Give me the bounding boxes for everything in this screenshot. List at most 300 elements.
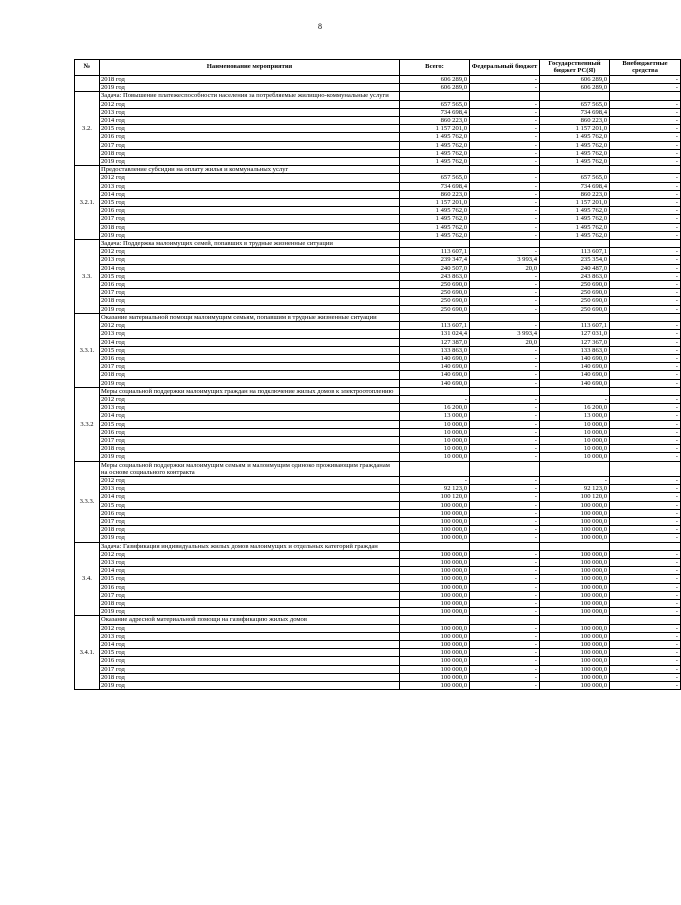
year-cell: 2012 год <box>100 248 400 256</box>
table-row <box>75 665 681 673</box>
state-cell: 140 690,0 <box>540 354 610 362</box>
year-cell: 2018 год <box>100 673 400 681</box>
year-cell: 2016 год <box>100 509 400 517</box>
table-row <box>75 567 681 575</box>
total-cell: 1 495 762,0 <box>400 141 470 149</box>
year-cell: 2016 год <box>100 657 400 665</box>
year-cell: 2012 год <box>100 174 400 182</box>
federal-cell: - <box>470 493 540 501</box>
total-cell: 734 698,4 <box>400 108 470 116</box>
table-row <box>75 632 681 640</box>
year-cell: 2014 год <box>100 641 400 649</box>
state-cell: 127 367,0 <box>540 338 610 346</box>
table-row <box>75 231 681 239</box>
state-cell: 1 495 762,0 <box>540 231 610 239</box>
activity-title: Предоставление субсидии на оплату жилья и коммунальных услуг <box>100 166 400 174</box>
table-row <box>75 174 681 182</box>
extrabudgetary-cell: - <box>610 682 681 690</box>
state-cell: 250 690,0 <box>540 289 610 297</box>
total-cell: 657 565,0 <box>400 174 470 182</box>
table-row <box>75 330 681 338</box>
state-cell: 100 000,0 <box>540 567 610 575</box>
state-cell: 10 000,0 <box>540 428 610 436</box>
federal-cell: - <box>470 354 540 362</box>
total-cell: 100 000,0 <box>400 575 470 583</box>
total-cell: 16 200,0 <box>400 404 470 412</box>
federal-cell: - <box>470 322 540 330</box>
federal-cell: - <box>470 215 540 223</box>
state-cell: 113 607,1 <box>540 248 610 256</box>
extrabudgetary-cell: - <box>610 354 681 362</box>
empty-cell <box>470 461 540 476</box>
year-cell: 2014 год <box>100 338 400 346</box>
total-cell: 10 000,0 <box>400 428 470 436</box>
extrabudgetary-cell: - <box>610 297 681 305</box>
year-cell: 2019 год <box>100 379 400 387</box>
extrabudgetary-cell: - <box>610 608 681 616</box>
state-cell: 100 000,0 <box>540 550 610 558</box>
year-cell: 2016 год <box>100 207 400 215</box>
total-cell: 243 863,0 <box>400 272 470 280</box>
federal-cell: - <box>470 608 540 616</box>
total-cell: 100 000,0 <box>400 665 470 673</box>
year-cell: 2015 год <box>100 575 400 583</box>
federal-cell: - <box>470 501 540 509</box>
year-cell: 2012 год <box>100 624 400 632</box>
state-cell: 10 000,0 <box>540 453 610 461</box>
extrabudgetary-cell: - <box>610 476 681 484</box>
state-cell: 657 565,0 <box>540 174 610 182</box>
year-cell: 2012 год <box>100 322 400 330</box>
table-row <box>75 501 681 509</box>
year-cell: 2016 год <box>100 354 400 362</box>
state-cell: 100 000,0 <box>540 624 610 632</box>
state-cell: 92 123,0 <box>540 485 610 493</box>
table-row <box>75 436 681 444</box>
empty-cell <box>540 313 610 321</box>
table-row <box>75 485 681 493</box>
extrabudgetary-cell: - <box>610 199 681 207</box>
federal-cell: - <box>470 649 540 657</box>
empty-cell <box>400 461 470 476</box>
total-cell: 133 863,0 <box>400 346 470 354</box>
table-row <box>75 682 681 690</box>
table-row <box>75 190 681 198</box>
state-cell: 657 565,0 <box>540 100 610 108</box>
table-row <box>75 428 681 436</box>
year-cell: 2018 год <box>100 445 400 453</box>
total-cell: 100 000,0 <box>400 657 470 665</box>
year-cell: 2013 год <box>100 108 400 116</box>
year-cell: 2014 год <box>100 264 400 272</box>
table-row <box>75 305 681 313</box>
table-row <box>75 117 681 125</box>
total-cell: 860 223,0 <box>400 190 470 198</box>
empty-cell <box>540 387 610 395</box>
total-cell: 100 000,0 <box>400 558 470 566</box>
state-cell: 100 000,0 <box>540 558 610 566</box>
table-row <box>75 338 681 346</box>
header-federal-budget: Федеральный бюджет <box>470 60 540 76</box>
total-cell: 250 690,0 <box>400 281 470 289</box>
year-cell: 2013 год <box>100 182 400 190</box>
table-row <box>75 673 681 681</box>
extrabudgetary-cell: - <box>610 207 681 215</box>
table-row <box>75 289 681 297</box>
extrabudgetary-cell: - <box>610 190 681 198</box>
extrabudgetary-cell: - <box>610 223 681 231</box>
extrabudgetary-cell: - <box>610 281 681 289</box>
total-cell: 100 000,0 <box>400 608 470 616</box>
extrabudgetary-cell: - <box>610 453 681 461</box>
state-cell: 100 000,0 <box>540 591 610 599</box>
table-row <box>75 476 681 484</box>
state-cell: 10 000,0 <box>540 436 610 444</box>
year-cell: 2018 год <box>100 76 400 84</box>
table-row <box>75 558 681 566</box>
total-cell: 13 000,0 <box>400 412 470 420</box>
extrabudgetary-cell: - <box>610 215 681 223</box>
year-cell: 2016 год <box>100 428 400 436</box>
total-cell: 100 000,0 <box>400 534 470 542</box>
federal-cell: - <box>470 404 540 412</box>
header-state-budget: Государственный бюджет РС(Я) <box>540 60 610 76</box>
year-cell: 2014 год <box>100 117 400 125</box>
table-row <box>75 363 681 371</box>
table-row <box>75 534 681 542</box>
total-cell: 100 000,0 <box>400 624 470 632</box>
activity-title: Задача: Газификация индивидуальных жилых домов малоимущих и отдельных категорий граждан <box>100 542 400 550</box>
extrabudgetary-cell: - <box>610 526 681 534</box>
empty-cell <box>400 166 470 174</box>
state-cell: 1 495 762,0 <box>540 141 610 149</box>
extrabudgetary-cell: - <box>610 428 681 436</box>
extrabudgetary-cell: - <box>610 534 681 542</box>
table-row <box>75 199 681 207</box>
year-cell: 2014 год <box>100 567 400 575</box>
federal-cell: - <box>470 641 540 649</box>
extrabudgetary-cell: - <box>610 509 681 517</box>
activity-number: 3.3. <box>75 240 100 314</box>
table-row <box>75 346 681 354</box>
federal-cell: - <box>470 624 540 632</box>
extrabudgetary-cell: - <box>610 346 681 354</box>
year-cell: 2018 год <box>100 371 400 379</box>
year-cell: 2013 год <box>100 256 400 264</box>
year-cell: 2018 год <box>100 600 400 608</box>
empty-cell <box>540 616 610 624</box>
empty-cell <box>610 92 681 100</box>
federal-cell: 20,0 <box>470 264 540 272</box>
year-cell: 2017 год <box>100 289 400 297</box>
federal-cell: - <box>470 84 540 92</box>
state-cell: 100 000,0 <box>540 517 610 525</box>
federal-cell: - <box>470 289 540 297</box>
extrabudgetary-cell: - <box>610 600 681 608</box>
year-cell: 2017 год <box>100 436 400 444</box>
total-cell: 1 157 201,0 <box>400 125 470 133</box>
table-row <box>75 517 681 525</box>
state-cell: 10 000,0 <box>540 420 610 428</box>
federal-cell: - <box>470 509 540 517</box>
year-cell: 2019 год <box>100 608 400 616</box>
federal-cell: - <box>470 485 540 493</box>
empty-cell <box>540 92 610 100</box>
federal-cell: - <box>470 453 540 461</box>
federal-cell: - <box>470 199 540 207</box>
federal-cell: - <box>470 436 540 444</box>
extrabudgetary-cell: - <box>610 517 681 525</box>
total-cell: 606 289,0 <box>400 84 470 92</box>
extrabudgetary-cell: - <box>610 567 681 575</box>
federal-cell: - <box>470 207 540 215</box>
year-cell: 2017 год <box>100 665 400 673</box>
extrabudgetary-cell: - <box>610 289 681 297</box>
year-cell: 2017 год <box>100 215 400 223</box>
federal-cell: - <box>470 248 540 256</box>
state-cell: 1 495 762,0 <box>540 158 610 166</box>
year-cell: 2012 год <box>100 550 400 558</box>
table-row <box>75 322 681 330</box>
extrabudgetary-cell: - <box>610 125 681 133</box>
total-cell: 734 698,4 <box>400 182 470 190</box>
table-row <box>75 125 681 133</box>
total-cell: 1 157 201,0 <box>400 199 470 207</box>
total-cell: 1 495 762,0 <box>400 207 470 215</box>
federal-cell: 20,0 <box>470 338 540 346</box>
federal-cell: - <box>470 379 540 387</box>
year-cell: 2019 год <box>100 305 400 313</box>
state-cell: 240 487,0 <box>540 264 610 272</box>
state-cell: 734 698,4 <box>540 108 610 116</box>
total-cell: 250 690,0 <box>400 297 470 305</box>
empty-cell <box>610 542 681 550</box>
federal-cell: - <box>470 281 540 289</box>
extrabudgetary-cell: - <box>610 493 681 501</box>
table-row <box>75 453 681 461</box>
state-cell: - <box>540 476 610 484</box>
federal-cell: - <box>470 412 540 420</box>
state-cell: 1 157 201,0 <box>540 125 610 133</box>
state-cell: 100 000,0 <box>540 583 610 591</box>
year-cell: 2013 год <box>100 558 400 566</box>
table-row <box>75 207 681 215</box>
extrabudgetary-cell: - <box>610 583 681 591</box>
empty-cell <box>400 387 470 395</box>
total-cell: 100 000,0 <box>400 600 470 608</box>
year-cell: 2016 год <box>100 583 400 591</box>
year-cell: 2019 год <box>100 453 400 461</box>
state-cell: 860 223,0 <box>540 190 610 198</box>
empty-cell <box>470 166 540 174</box>
activity-title-row <box>75 240 681 248</box>
extrabudgetary-cell: - <box>610 305 681 313</box>
empty-cell <box>610 387 681 395</box>
state-cell: 250 690,0 <box>540 281 610 289</box>
empty-cell <box>470 616 540 624</box>
federal-cell: - <box>470 371 540 379</box>
year-cell: 2014 год <box>100 190 400 198</box>
total-cell: 10 000,0 <box>400 436 470 444</box>
table-row <box>75 354 681 362</box>
state-cell: 100 000,0 <box>540 526 610 534</box>
year-cell: 2019 год <box>100 84 400 92</box>
year-cell: 2017 год <box>100 363 400 371</box>
total-cell: 100 000,0 <box>400 509 470 517</box>
state-cell: 100 000,0 <box>540 501 610 509</box>
extrabudgetary-cell: - <box>610 632 681 640</box>
table-row <box>75 108 681 116</box>
state-cell: 100 000,0 <box>540 641 610 649</box>
extrabudgetary-cell: - <box>610 436 681 444</box>
extrabudgetary-cell: - <box>610 591 681 599</box>
total-cell: 606 289,0 <box>400 76 470 84</box>
federal-cell: - <box>470 558 540 566</box>
total-cell: 1 495 762,0 <box>400 133 470 141</box>
year-cell: 2012 год <box>100 100 400 108</box>
total-cell: 113 607,1 <box>400 322 470 330</box>
state-cell: 734 698,4 <box>540 182 610 190</box>
total-cell: 140 690,0 <box>400 379 470 387</box>
total-cell: 100 000,0 <box>400 517 470 525</box>
total-cell: 92 123,0 <box>400 485 470 493</box>
activity-number: 3.3.3. <box>75 461 100 542</box>
extrabudgetary-cell: - <box>610 395 681 403</box>
state-cell: 100 000,0 <box>540 682 610 690</box>
extrabudgetary-cell: - <box>610 84 681 92</box>
state-cell: 140 690,0 <box>540 363 610 371</box>
header-total: Всего: <box>400 60 470 76</box>
extrabudgetary-cell: - <box>610 404 681 412</box>
state-cell: 1 495 762,0 <box>540 223 610 231</box>
table-row <box>75 583 681 591</box>
total-cell: 113 607,1 <box>400 248 470 256</box>
year-cell: 2015 год <box>100 346 400 354</box>
table-row <box>75 379 681 387</box>
total-cell: 239 347,4 <box>400 256 470 264</box>
activity-title-row <box>75 313 681 321</box>
activity-title: Меры социальной поддержки малоимущим семьям и малоимущим одиноко проживающим гражданам на основе социального контракта <box>100 461 400 476</box>
extrabudgetary-cell: - <box>610 76 681 84</box>
federal-cell: - <box>470 149 540 157</box>
year-cell: 2012 год <box>100 476 400 484</box>
table-row <box>75 575 681 583</box>
activity-title-row <box>75 166 681 174</box>
state-cell: 127 031,0 <box>540 330 610 338</box>
activity-title: Меры социальной поддержки малоимущих граждан на подключение жилых домов к электроотоплению <box>100 387 400 395</box>
total-cell: 100 000,0 <box>400 567 470 575</box>
federal-cell: - <box>470 305 540 313</box>
year-cell: 2013 год <box>100 632 400 640</box>
state-cell: 250 690,0 <box>540 297 610 305</box>
table-row <box>75 248 681 256</box>
table-row <box>75 624 681 632</box>
table-row <box>75 149 681 157</box>
activity-title: Оказание материальной помощи малоимущим семьям, попавшим в трудные жизненные ситуации <box>100 313 400 321</box>
federal-cell: - <box>470 174 540 182</box>
state-cell: 860 223,0 <box>540 117 610 125</box>
extrabudgetary-cell: - <box>610 412 681 420</box>
federal-cell: 3 993,4 <box>470 256 540 264</box>
empty-cell <box>400 616 470 624</box>
extrabudgetary-cell: - <box>610 158 681 166</box>
year-cell: 2012 год <box>100 395 400 403</box>
extrabudgetary-cell: - <box>610 649 681 657</box>
federal-cell: - <box>470 665 540 673</box>
table-row <box>75 76 681 84</box>
extrabudgetary-cell: - <box>610 272 681 280</box>
state-cell: 100 000,0 <box>540 657 610 665</box>
federal-cell: - <box>470 182 540 190</box>
total-cell: 100 000,0 <box>400 591 470 599</box>
federal-cell: - <box>470 272 540 280</box>
total-cell: 240 507,0 <box>400 264 470 272</box>
empty-cell <box>540 240 610 248</box>
extrabudgetary-cell: - <box>610 420 681 428</box>
federal-cell: - <box>470 297 540 305</box>
state-cell: 606 289,0 <box>540 76 610 84</box>
table-row <box>75 600 681 608</box>
activity-title: Оказание адресной материальной помощи на газификацию жилых домов <box>100 616 400 624</box>
table-row <box>75 420 681 428</box>
federal-cell: - <box>470 445 540 453</box>
year-cell: 2019 год <box>100 231 400 239</box>
total-cell: 1 495 762,0 <box>400 149 470 157</box>
state-cell: 606 289,0 <box>540 84 610 92</box>
table-row <box>75 641 681 649</box>
federal-cell: - <box>470 534 540 542</box>
table-row <box>75 256 681 264</box>
table-row <box>75 395 681 403</box>
total-cell: 100 000,0 <box>400 641 470 649</box>
total-cell: 100 000,0 <box>400 682 470 690</box>
table-row <box>75 608 681 616</box>
state-cell: 140 690,0 <box>540 371 610 379</box>
table-row <box>75 371 681 379</box>
federal-cell: - <box>470 133 540 141</box>
table-row <box>75 264 681 272</box>
state-cell: 1 495 762,0 <box>540 207 610 215</box>
federal-cell: - <box>470 526 540 534</box>
total-cell: 100 120,0 <box>400 493 470 501</box>
federal-cell: - <box>470 158 540 166</box>
year-cell: 2018 год <box>100 297 400 305</box>
federal-cell: - <box>470 108 540 116</box>
year-cell: 2016 год <box>100 281 400 289</box>
extrabudgetary-cell: - <box>610 231 681 239</box>
table-row <box>75 404 681 412</box>
activity-title-row <box>75 387 681 395</box>
total-cell: 1 495 762,0 <box>400 215 470 223</box>
table-row <box>75 84 681 92</box>
table-row <box>75 141 681 149</box>
total-cell: 100 000,0 <box>400 583 470 591</box>
extrabudgetary-cell: - <box>610 182 681 190</box>
state-cell: 100 000,0 <box>540 649 610 657</box>
federal-cell: - <box>470 567 540 575</box>
year-cell: 2018 год <box>100 223 400 231</box>
extrabudgetary-cell: - <box>610 575 681 583</box>
state-cell: 1 157 201,0 <box>540 199 610 207</box>
year-cell: 2015 год <box>100 125 400 133</box>
extrabudgetary-cell: - <box>610 149 681 157</box>
federal-cell: - <box>470 141 540 149</box>
federal-cell: - <box>470 600 540 608</box>
state-cell: 100 000,0 <box>540 575 610 583</box>
year-cell: 2019 год <box>100 682 400 690</box>
state-cell: 1 495 762,0 <box>540 133 610 141</box>
activity-title-row <box>75 92 681 100</box>
